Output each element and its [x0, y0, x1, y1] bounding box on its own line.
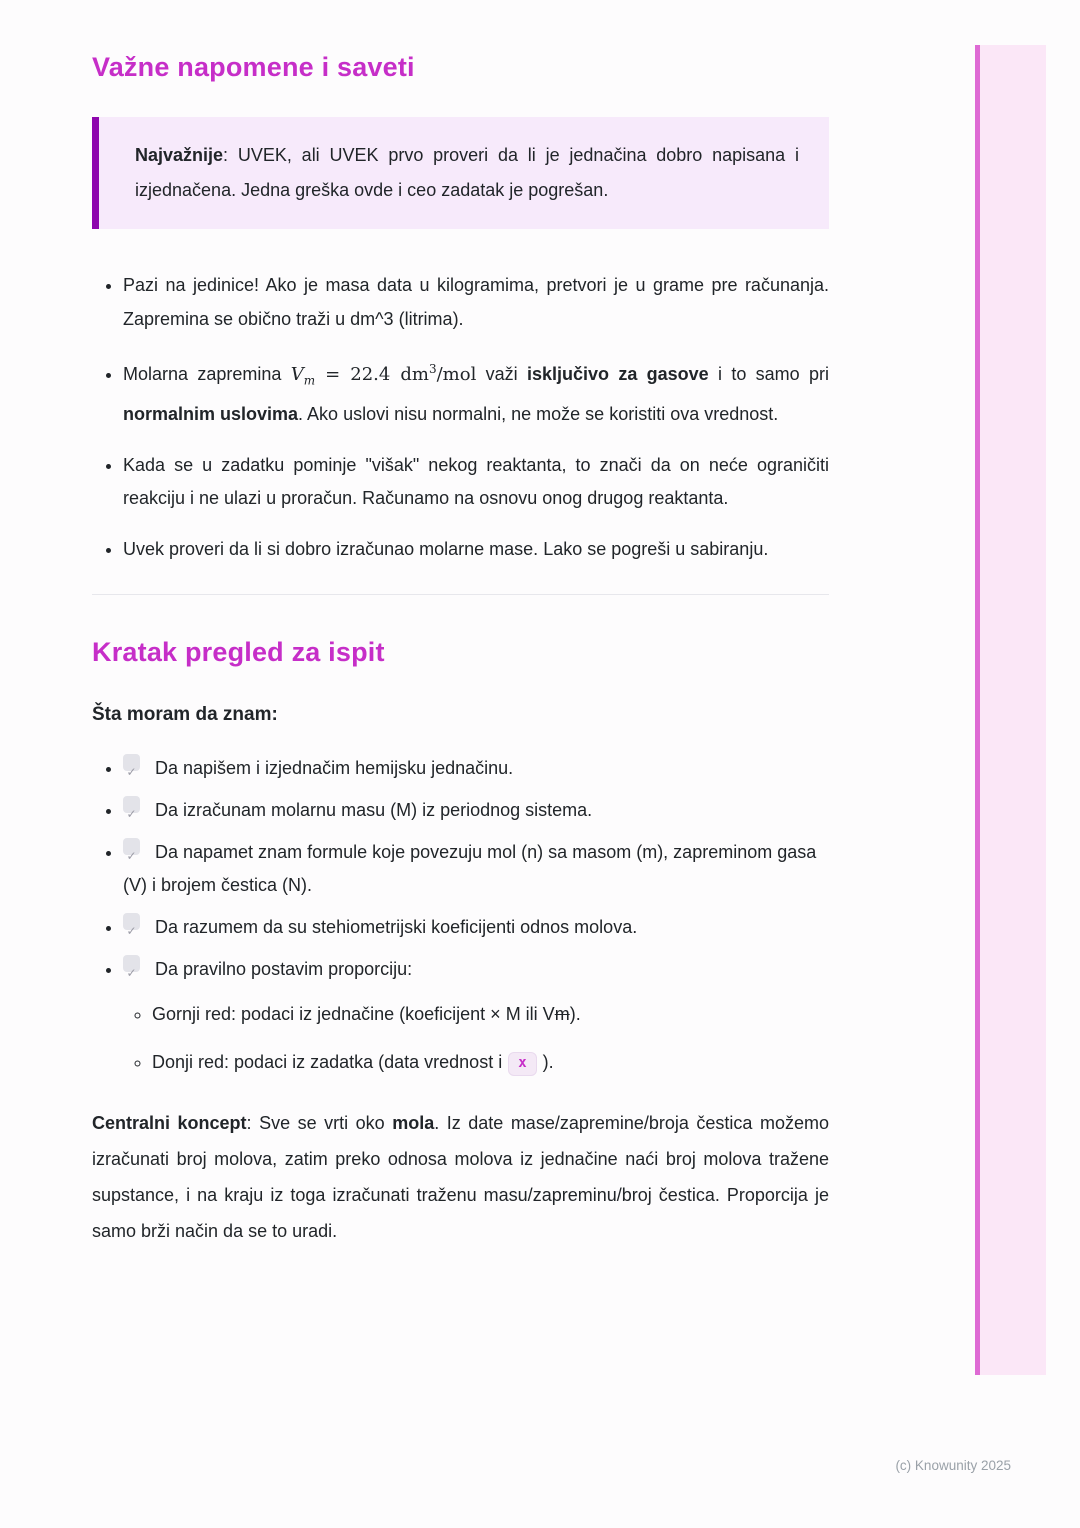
proportion-sub-list [123, 998, 829, 1079]
strikethrough-text: m [554, 1004, 570, 1025]
bold-text: normalnim uslovima [123, 404, 299, 425]
concept-paragraph [92, 1105, 829, 1249]
checklist-item-label: Da napišem i izjednačim hemijsku jednačinu. [155, 758, 514, 779]
section-important-notes [92, 52, 829, 566]
review-subtitle: Šta moram da znam: [92, 704, 278, 726]
page-title: Važne napomene i saveti [92, 52, 415, 82]
checklist-item [123, 836, 829, 902]
sub-item-text: Gornji red: podaci iz jednačine (koeficijent × M ili V [152, 1004, 555, 1025]
check-icon: ✓ [126, 807, 137, 822]
formula-exponent: 3 [428, 362, 437, 376]
copyright-footer: (c) Knowunity 2025 [895, 1458, 1011, 1473]
sub-item-text: ). [569, 1004, 581, 1025]
checklist-item-label: Da pravilno postavim proporciju: [155, 959, 413, 980]
bullet-text: . Ako uslovi nisu normalni, ne može se koristiti ova vrednost. [298, 404, 779, 425]
important-callout [92, 117, 829, 229]
bullet-text: Uvek proveri da li si dobro izračunao molarne mase. Lako se pogreši u sabiranju. [123, 538, 769, 559]
content-area [92, 52, 829, 1249]
bold-text: isključivo za gasove [526, 364, 709, 384]
bullet-text: Kada se u zadatku pominje "višak" nekog reaktanta, to znači da on neće ograničiti reakciju i ne ulazi u proračun. Računamo na osnovu onog drugog reaktanta. [123, 454, 829, 509]
checkbox-icon [123, 955, 140, 981]
bullet-text: važi [476, 364, 527, 384]
sub-item-text: Donji red: podaci iz zadatka (data vrednost i [152, 1052, 503, 1073]
check-icon: ✓ [126, 849, 137, 864]
inline-code-badge: x [508, 1052, 536, 1076]
checkbox-icon [123, 754, 140, 780]
list-item [123, 269, 829, 336]
notes-list [92, 269, 829, 566]
bullet-text: Pazi na jedinice! Ako je masa data u kilogramima, pretvori je u grame pre računanja. Zapremina se obično traži u dm^3 (litrima). [123, 275, 829, 329]
page-edge-strip [975, 45, 1046, 1375]
checklist-item-label: Da izračunam molarnu masu (M) iz periodnog sistema. [155, 800, 593, 821]
list-item [123, 533, 829, 567]
checklist-item [123, 794, 829, 827]
section-divider [92, 594, 829, 595]
concept-lead: Centralni koncept [92, 1113, 247, 1134]
checklist [92, 752, 829, 1079]
bullet-text: i to samo pri [708, 364, 829, 384]
checkbox-icon [123, 913, 140, 939]
callout-lead: Najvažnije [135, 145, 224, 165]
checkbox-icon [123, 796, 140, 822]
callout-text-run: : UVEK, ali UVEK prvo proveri da li je jednačina dobro napisana i izjednačena. Jedna greška ovde i ceo zadatak je pogrešan. [135, 145, 799, 200]
list-item [123, 449, 829, 516]
check-icon: ✓ [126, 765, 137, 780]
callout-text [135, 138, 799, 208]
formula-body: = 22.4 dm [315, 364, 429, 385]
checklist-item-label: Da napamet znam formule koje povezuju mol (n) sa masom (m), zapreminom gasa (V) i brojem čestica (N). [123, 842, 817, 896]
checklist-item [123, 953, 829, 1079]
concept-text: : Sve se vrti oko [246, 1113, 393, 1134]
section-exam-review [92, 637, 829, 1249]
checklist-item [123, 911, 829, 944]
sub-item-text: ). [542, 1052, 554, 1073]
formula-unit: /mol [436, 364, 477, 385]
sub-list-item [152, 1046, 829, 1079]
check-icon: ✓ [126, 966, 137, 981]
bold-text: mola [392, 1113, 435, 1134]
checkbox-icon [123, 838, 140, 864]
bullet-text: Molarna zapremina [123, 364, 291, 384]
molar-volume-formula [290, 362, 477, 388]
checklist-item [123, 752, 829, 785]
formula-subscript: m [303, 373, 316, 388]
list-item [123, 353, 829, 432]
section-title-review: Kratak pregled za ispit [92, 637, 385, 668]
concept-text: . Iz date mase/zapremine/broja čestica možemo izračunati broj molova, zatim preko odnosa molova iz jednačine naći broj molova tražene supstance, i na kraju iz toga izračunati traženu masu/zapreminu/broj čestica. Proporcija je samo brži način da se to uradi. [92, 1113, 829, 1242]
formula-variable: V [290, 364, 304, 385]
sub-list-item [152, 998, 829, 1031]
check-icon: ✓ [126, 924, 137, 939]
checklist-item-label: Da razumem da su stehiometrijski koeficijenti odnos molova. [155, 917, 638, 938]
